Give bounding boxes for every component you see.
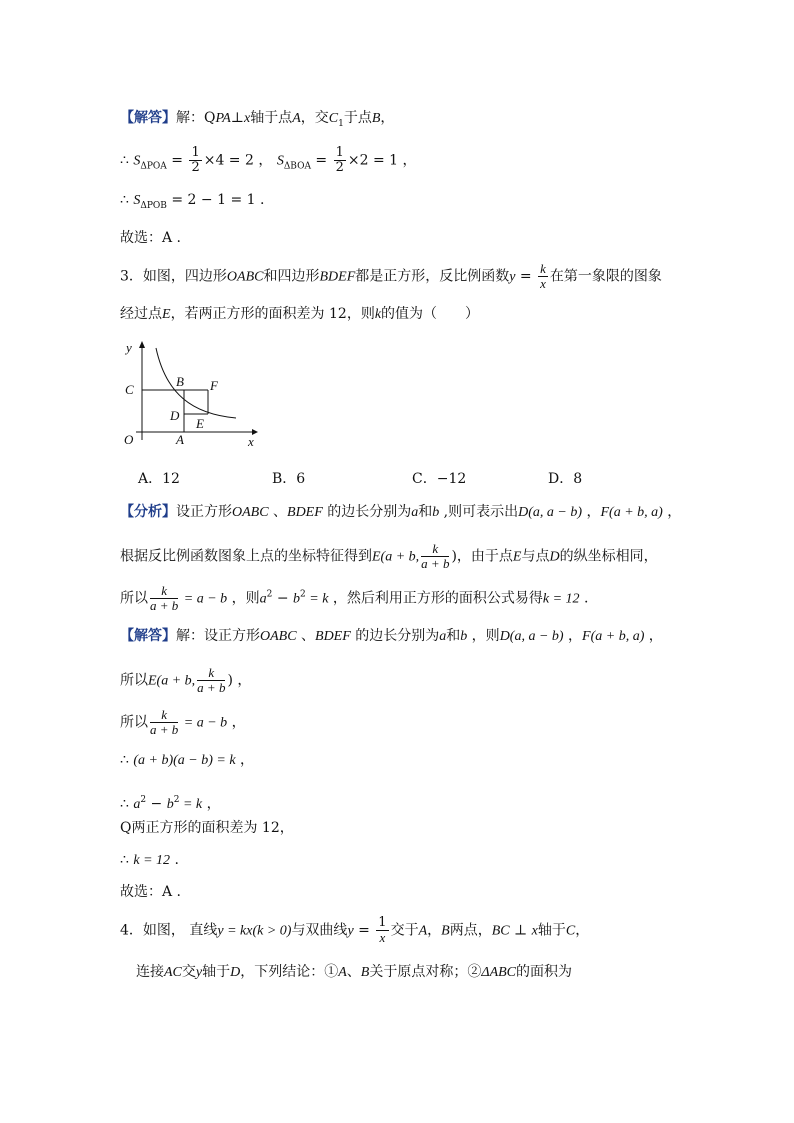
question-3-stem-1: 3．如图，四边形OABC和四边形BDEF都是正方形，反比例函数y = $\frac{k}{x}$ 在第一象限的图象 bbox=[120, 261, 662, 291]
answer-tag: 【解答】 bbox=[120, 628, 176, 644]
answer-line: 故选：A . bbox=[120, 230, 182, 246]
choice-b[interactable]: B．6 bbox=[272, 471, 306, 487]
y-axis-arrow bbox=[139, 341, 145, 348]
analysis-tag: 【分析】 bbox=[120, 504, 176, 520]
choice-d[interactable]: D．8 bbox=[548, 471, 583, 487]
solution-q3-line-1: 【解答】解：设正方形OABC 、BDEF 的边长分别为a和b ，则D(a, a − b) ，F(a + b, a) ， bbox=[120, 628, 663, 644]
fraction: $\frac{k}{a + b}$ bbox=[150, 707, 179, 737]
fraction: $\frac{k}{a + b}$ bbox=[150, 583, 179, 613]
label-a: A bbox=[176, 432, 184, 447]
fraction: $\frac{k}{a + b}$ bbox=[197, 665, 226, 695]
label-o: O bbox=[124, 432, 134, 447]
fraction: $\frac{k}{a + b}$ bbox=[421, 541, 450, 571]
solution-q3-line-7: ∴ k = 12 . bbox=[120, 852, 179, 868]
solution-q3-line-3: 所以 $\frac{k}{a + b}$ = a − b ， bbox=[120, 707, 246, 737]
solution-q3-line-5: ∴ $a^2 - b^2 = k$ ， bbox=[120, 795, 221, 812]
hyperbola-curve bbox=[156, 348, 236, 418]
solution-line-1: 【解答】解：QPA⊥x轴于点A，交$C_1$于点B， bbox=[120, 110, 395, 129]
answer-tag: 【解答】 bbox=[120, 110, 176, 126]
label-x: x bbox=[248, 434, 254, 449]
label-c: C bbox=[125, 382, 134, 397]
fraction: $\frac{1}{2}$ bbox=[191, 145, 200, 175]
solution-q3-line-4: ∴ (a + b)(a − b) = k ， bbox=[120, 752, 255, 768]
question-3-figure bbox=[118, 336, 268, 451]
answer-line: 故选：A . bbox=[120, 884, 182, 900]
label-f: F bbox=[210, 378, 218, 393]
label-y: y bbox=[126, 340, 132, 355]
fraction: $\frac{1}{x}$ bbox=[378, 915, 387, 945]
label-d: D bbox=[170, 408, 180, 423]
question-3-stem-2: 经过点E，若两正方形的面积差为 12，则k的值为（ ） bbox=[120, 306, 480, 322]
solution-q3-line-6: Q两正方形的面积差为 12， bbox=[120, 820, 294, 836]
choice-c[interactable]: C．−12 bbox=[412, 471, 467, 487]
fraction: $\frac{1}{2}$ bbox=[335, 145, 344, 175]
question-4-line-1: 4．如图， 直线y = kx(k > 0)与双曲线y = $\frac{1}{x}$ 交于A，B两点，BC ⊥ x轴于C， bbox=[120, 915, 590, 945]
question-4-line-2: 连接AC交y轴于D，下列结论：①A、B关于原点对称；②ΔABC的面积为 bbox=[136, 964, 573, 980]
solution-line-3: ∴ $S_{\Delta POB} = 2 - 1 = 1$ . bbox=[120, 192, 265, 211]
choice-a[interactable]: A．12 bbox=[138, 471, 180, 487]
label-b: B bbox=[176, 374, 184, 389]
solution-q3-line-2: 所以E(a + b, $\frac{k}{a + b}$ ) ， bbox=[120, 665, 252, 695]
fraction: $\frac{k}{x}$ bbox=[540, 261, 546, 291]
analysis-line-3: 所以 $\frac{k}{a + b}$ = a − b ，则$a^2 - b^2 = k$ ，然后利用正方形的面积公式易得k = 12 . bbox=[120, 583, 589, 613]
label-e: E bbox=[196, 416, 204, 431]
solution-line-2: ∴ $S_{\Delta POA}$ = $\frac{1}{2}$ ×4 = 2 ， $S_{\Delta BOA}$ = $\frac{1}{2}$ ×2 = 1 ， bbox=[120, 145, 417, 175]
analysis-line-1: 【分析】设正方形OABC 、BDEF 的边长分别为a和b ,则可表示出D(a, a − b) ，F(a + b, a) ， bbox=[120, 504, 682, 520]
analysis-line-2: 根据反比例函数图象上点的坐标特征得到E(a + b, $\frac{k}{a + b}$ )，由于点E与点D的纵坐标相同， bbox=[120, 541, 658, 571]
